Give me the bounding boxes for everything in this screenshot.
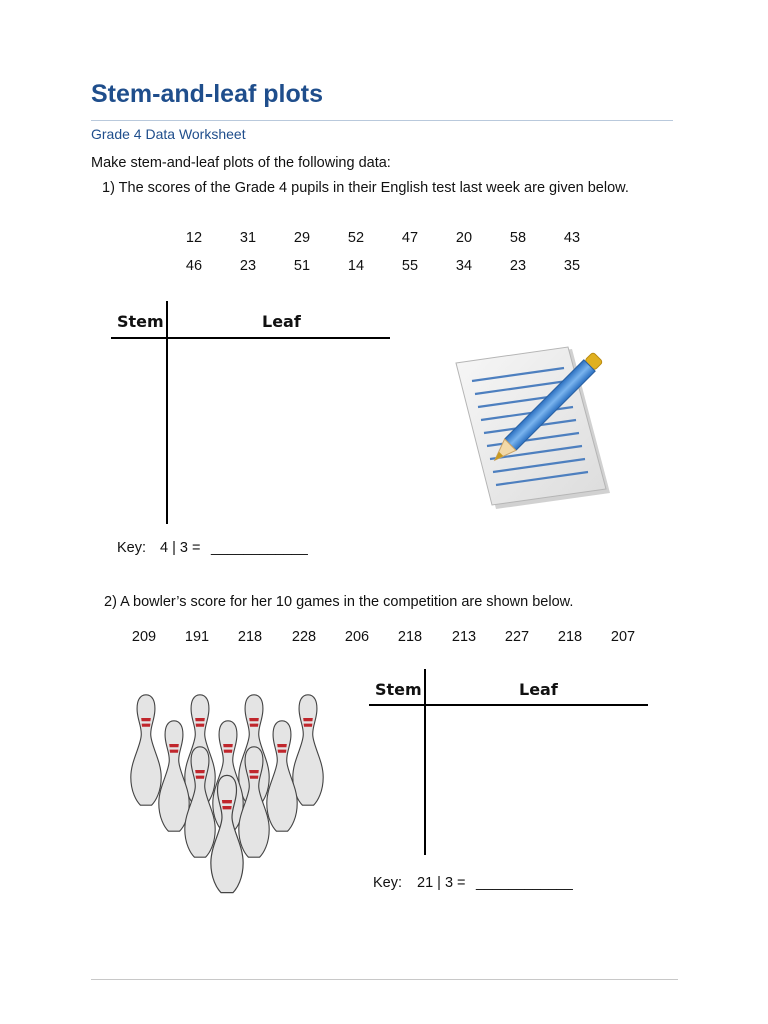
data-value: 58 (509, 230, 527, 246)
data-value: 43 (563, 230, 581, 246)
notepad-pencil-icon (452, 345, 617, 513)
data-value: 207 (610, 629, 636, 645)
data-value: 213 (451, 629, 477, 645)
data-value: 218 (557, 629, 583, 645)
data-value: 35 (563, 258, 581, 274)
leaf-header: Leaf (519, 680, 558, 699)
data-value: 12 (185, 230, 203, 246)
stem-header: Stem (117, 312, 164, 331)
data-value: 206 (344, 629, 370, 645)
data-value: 23 (239, 258, 257, 274)
question-1-prompt: 1) The scores of the Grade 4 pupils in their English test last week are given below. (102, 180, 629, 196)
data-value: 227 (504, 629, 530, 645)
data-value: 191 (184, 629, 210, 645)
instruction-text: Make stem-and-leaf plots of the following data: (91, 155, 391, 171)
data-value: 218 (237, 629, 263, 645)
question-1-key-example: 4 | 3 = (160, 540, 201, 556)
data-value: 228 (291, 629, 317, 645)
table-vertical-line (424, 669, 426, 855)
question-1-key-answer-blank[interactable]: ____________ (211, 540, 308, 556)
data-value: 29 (293, 230, 311, 246)
stem-header: Stem (375, 680, 422, 699)
question-2-key-answer-blank[interactable]: ____________ (476, 875, 573, 891)
data-value: 31 (239, 230, 257, 246)
question-1-key-label: Key: (117, 540, 147, 556)
table-horizontal-line (111, 337, 390, 339)
question-2-key-example: 21 | 3 = (417, 875, 466, 891)
table-vertical-line (166, 301, 168, 524)
bowling-pins-icon (118, 690, 338, 906)
data-value: 23 (509, 258, 527, 274)
data-value: 51 (293, 258, 311, 274)
data-value: 47 (401, 230, 419, 246)
footer-divider (91, 979, 678, 980)
data-value: 52 (347, 230, 365, 246)
data-value: 209 (131, 629, 157, 645)
question-2-key-label: Key: (373, 875, 403, 891)
table-horizontal-line (369, 704, 648, 706)
data-value: 20 (455, 230, 473, 246)
data-value: 46 (185, 258, 203, 274)
data-value: 218 (397, 629, 423, 645)
page-subtitle: Grade 4 Data Worksheet (91, 126, 246, 142)
page-title: Stem-and-leaf plots (91, 80, 323, 108)
leaf-header: Leaf (262, 312, 301, 331)
data-value: 55 (401, 258, 419, 274)
title-divider (91, 120, 673, 121)
data-value: 34 (455, 258, 473, 274)
question-2-prompt: 2) A bowler’s score for her 10 games in the competition are shown below. (104, 594, 574, 610)
data-value: 14 (347, 258, 365, 274)
